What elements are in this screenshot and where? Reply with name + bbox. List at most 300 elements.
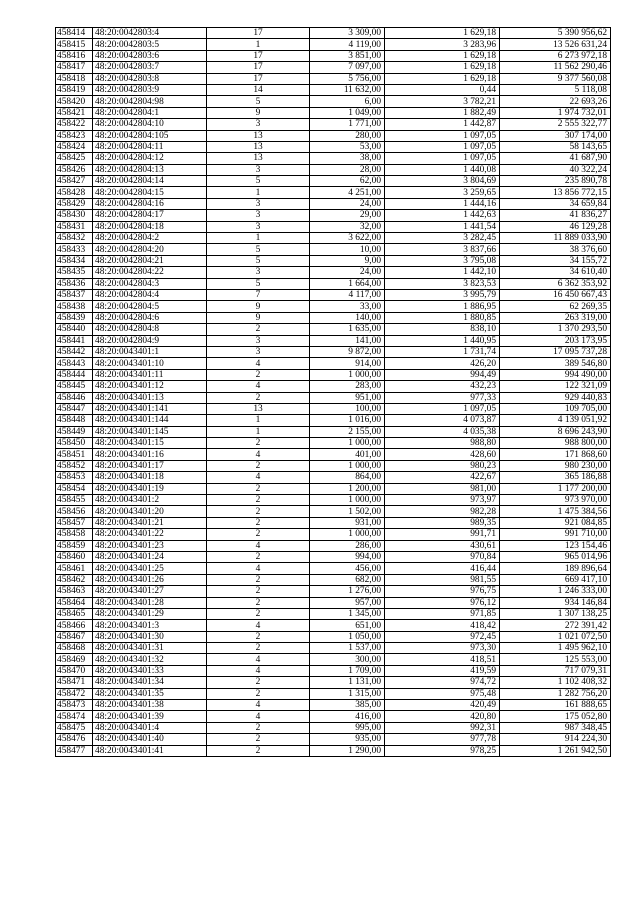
row-id-cell: 458437 [56,289,93,300]
cadastral-value-cell: 1 246 333,00 [500,586,611,597]
row-id-cell: 458447 [56,403,93,414]
area-cell: 4 117,00 [310,289,385,300]
table-row [56,574,611,585]
cadastral-value-cell: 38 376,60 [500,244,611,255]
cadastral-value-cell: 41 836,27 [500,210,611,221]
area-cell: 32,00 [310,221,385,232]
area-cell: 1 276,00 [310,586,385,597]
table-row [56,688,611,699]
cadastral-number-cell: 48:20:0042804:9 [93,335,207,346]
cadastral-number-cell: 48:20:0042803:8 [93,73,207,84]
table-row [56,597,611,608]
cadastral-value-cell: 272 391,42 [500,620,611,631]
table-row [56,483,611,494]
rate-cell: 1 629,18 [385,73,500,84]
row-id-cell: 458441 [56,335,93,346]
area-cell: 682,00 [310,574,385,585]
row-id-cell: 458469 [56,654,93,665]
area-cell: 1 709,00 [310,665,385,676]
area-cell: 283,00 [310,381,385,392]
cadastral-value-cell: 8 696 243,90 [500,426,611,437]
cadastral-number-cell: 48:20:0043401:2 [93,495,207,506]
category-cell: 13 [207,403,310,414]
rate-cell: 981,00 [385,483,500,494]
row-id-cell: 458477 [56,745,93,756]
row-id-cell: 458453 [56,472,93,483]
category-cell: 2 [207,643,310,654]
cadastral-number-cell: 48:20:0043401:25 [93,563,207,574]
cadastral-value-cell: 307 174,00 [500,130,611,141]
category-cell: 17 [207,62,310,73]
table-row [56,289,611,300]
area-cell: 1 664,00 [310,278,385,289]
row-id-cell: 458444 [56,369,93,380]
category-cell: 2 [207,529,310,540]
rate-cell: 1 882,49 [385,107,500,118]
area-cell: 1 502,00 [310,506,385,517]
cadastral-value-cell: 17 095 737,28 [500,346,611,357]
table-body [56,28,611,757]
row-id-cell: 458460 [56,551,93,562]
category-cell: 2 [207,574,310,585]
cadastral-value-cell: 365 186,88 [500,472,611,483]
area-cell: 24,00 [310,267,385,278]
category-cell: 2 [207,438,310,449]
area-cell: 1 315,00 [310,688,385,699]
row-id-cell: 458467 [56,631,93,642]
row-id-cell: 458476 [56,734,93,745]
cadastral-value-cell: 40 322,24 [500,164,611,175]
cadastral-value-cell: 34 659,84 [500,198,611,209]
cadastral-value-cell: 175 052,80 [500,711,611,722]
category-cell: 5 [207,255,310,266]
rate-cell: 977,78 [385,734,500,745]
category-cell: 9 [207,312,310,323]
rate-cell: 4 035,38 [385,426,500,437]
cadastral-value-cell: 62 269,35 [500,301,611,312]
cadastral-value-cell: 34 610,40 [500,267,611,278]
table-row [56,620,611,631]
table-row [56,301,611,312]
category-cell: 3 [207,210,310,221]
category-cell: 13 [207,153,310,164]
cadastral-number-cell: 48:20:0043401:11 [93,369,207,380]
area-cell: 1 345,00 [310,608,385,619]
cadastral-number-cell: 48:20:0043401:10 [93,358,207,369]
cadastral-value-cell: 1 021 072,50 [500,631,611,642]
rate-cell: 3 995,79 [385,289,500,300]
cadastral-number-cell: 48:20:0043401:28 [93,597,207,608]
area-cell: 401,00 [310,449,385,460]
cadastral-number-cell: 48:20:0043401:141 [93,403,207,414]
row-id-cell: 458452 [56,460,93,471]
row-id-cell: 458423 [56,130,93,141]
row-id-cell: 458428 [56,187,93,198]
area-cell: 914,00 [310,358,385,369]
category-cell: 2 [207,495,310,506]
row-id-cell: 458464 [56,597,93,608]
cadastral-value-cell: 669 417,10 [500,574,611,585]
cadastral-number-cell: 48:20:0043401:21 [93,517,207,528]
row-id-cell: 458459 [56,540,93,551]
table-row [56,255,611,266]
cadastral-number-cell: 48:20:0043401:27 [93,586,207,597]
rate-cell: 972,45 [385,631,500,642]
table-row [56,62,611,73]
area-cell: 416,00 [310,711,385,722]
table-row [56,381,611,392]
area-cell: 1 000,00 [310,369,385,380]
area-cell: 100,00 [310,403,385,414]
cadastral-value-cell: 1 177 200,00 [500,483,611,494]
table-row [56,335,611,346]
cadastral-value-cell: 4 139 051,92 [500,415,611,426]
row-id-cell: 458468 [56,643,93,654]
cadastral-number-cell: 48:20:0043401:16 [93,449,207,460]
table-row [56,39,611,50]
area-cell: 2 155,00 [310,426,385,437]
category-cell: 2 [207,734,310,745]
rate-cell: 426,20 [385,358,500,369]
table-row [56,643,611,654]
cadastral-value-cell: 34 155,72 [500,255,611,266]
table-row [56,50,611,61]
category-cell: 4 [207,381,310,392]
cadastral-value-cell: 122 321,09 [500,381,611,392]
area-cell: 1 131,00 [310,677,385,688]
area-cell: 28,00 [310,164,385,175]
row-id-cell: 458429 [56,198,93,209]
cadastral-value-cell: 171 868,60 [500,449,611,460]
row-id-cell: 458425 [56,153,93,164]
area-cell: 29,00 [310,210,385,221]
cadastral-value-cell: 263 319,00 [500,312,611,323]
rate-cell: 1 097,05 [385,153,500,164]
row-id-cell: 458450 [56,438,93,449]
cadastral-value-cell: 934 146,84 [500,597,611,608]
row-id-cell: 458419 [56,84,93,95]
cadastral-value-cell: 991 710,00 [500,529,611,540]
table-row [56,551,611,562]
category-cell: 3 [207,335,310,346]
rate-cell: 973,30 [385,643,500,654]
area-cell: 1 200,00 [310,483,385,494]
rate-cell: 976,75 [385,586,500,597]
table-row [56,164,611,175]
rate-cell: 428,60 [385,449,500,460]
category-cell: 14 [207,84,310,95]
category-cell: 3 [207,119,310,130]
cadastral-number-cell: 48:20:0042804:8 [93,324,207,335]
category-cell: 3 [207,267,310,278]
area-cell: 1 016,00 [310,415,385,426]
cadastral-number-cell: 48:20:0042803:5 [93,39,207,50]
row-id-cell: 458454 [56,483,93,494]
cadastral-value-cell: 921 084,85 [500,517,611,528]
cadastral-number-cell: 48:20:0042803:7 [93,62,207,73]
area-cell: 1 290,00 [310,745,385,756]
rate-cell: 971,85 [385,608,500,619]
cadastral-value-cell: 46 129,28 [500,221,611,232]
cadastral-value-cell: 1 974 732,01 [500,107,611,118]
table-row [56,415,611,426]
category-cell: 3 [207,198,310,209]
category-cell: 17 [207,28,310,39]
rate-cell: 838,10 [385,324,500,335]
category-cell: 2 [207,722,310,733]
row-id-cell: 458422 [56,119,93,130]
table-row [56,563,611,574]
area-cell: 11 632,00 [310,84,385,95]
category-cell: 4 [207,665,310,676]
area-cell: 951,00 [310,392,385,403]
table-row [56,324,611,335]
cadastral-number-cell: 48:20:0043401:20 [93,506,207,517]
category-cell: 5 [207,96,310,107]
category-cell: 13 [207,130,310,141]
cadastral-number-cell: 48:20:0042804:20 [93,244,207,255]
table-row [56,233,611,244]
table-row [56,529,611,540]
table-row [56,107,611,118]
category-cell: 7 [207,289,310,300]
cadastral-number-cell: 48:20:0042804:11 [93,141,207,152]
row-id-cell: 458438 [56,301,93,312]
cadastral-value-cell: 6 273 972,18 [500,50,611,61]
row-id-cell: 458435 [56,267,93,278]
category-cell: 2 [207,483,310,494]
row-id-cell: 458421 [56,107,93,118]
cadastral-value-cell: 2 555 322,77 [500,119,611,130]
cadastral-number-cell: 48:20:0042804:14 [93,176,207,187]
table-row [56,119,611,130]
row-id-cell: 458461 [56,563,93,574]
rate-cell: 419,59 [385,665,500,676]
cadastral-number-cell: 48:20:0043401:3 [93,620,207,631]
category-cell: 9 [207,301,310,312]
rate-cell: 992,31 [385,722,500,733]
row-id-cell: 458463 [56,586,93,597]
cadastral-value-cell: 1 102 408,32 [500,677,611,688]
cadastral-number-cell: 48:20:0042804:15 [93,187,207,198]
category-cell: 1 [207,187,310,198]
category-cell: 2 [207,369,310,380]
table-row [56,460,611,471]
rate-cell: 3 282,45 [385,233,500,244]
row-id-cell: 458451 [56,449,93,460]
category-cell: 2 [207,677,310,688]
cadastral-value-cell: 109 705,00 [500,403,611,414]
table-row [56,449,611,460]
row-id-cell: 458443 [56,358,93,369]
cadastral-value-cell: 987 348,45 [500,722,611,733]
table-row [56,745,611,756]
table-row [56,312,611,323]
category-cell: 2 [207,631,310,642]
table-row [56,608,611,619]
cadastral-value-cell: 203 173,95 [500,335,611,346]
rate-cell: 989,35 [385,517,500,528]
rate-cell: 976,12 [385,597,500,608]
cadastral-number-cell: 48:20:0042804:10 [93,119,207,130]
category-cell: 5 [207,278,310,289]
row-id-cell: 458417 [56,62,93,73]
rate-cell: 432,23 [385,381,500,392]
cadastral-value-cell: 5 390 956,62 [500,28,611,39]
table-row [56,403,611,414]
cadastral-number-cell: 48:20:0043401:19 [93,483,207,494]
table-row [56,221,611,232]
rate-cell: 1 441,54 [385,221,500,232]
cadastral-value-cell: 125 553,00 [500,654,611,665]
cadastral-number-cell: 48:20:0042804:1 [93,107,207,118]
area-cell: 385,00 [310,700,385,711]
area-cell: 1 000,00 [310,438,385,449]
category-cell: 4 [207,540,310,551]
rate-cell: 3 804,69 [385,176,500,187]
table-row [56,198,611,209]
rate-cell: 988,80 [385,438,500,449]
category-cell: 3 [207,346,310,357]
rate-cell: 3 259,65 [385,187,500,198]
row-id-cell: 458427 [56,176,93,187]
table-row [56,631,611,642]
cadastral-number-cell: 48:20:0043401:31 [93,643,207,654]
area-cell: 286,00 [310,540,385,551]
row-id-cell: 458449 [56,426,93,437]
row-id-cell: 458445 [56,381,93,392]
row-id-cell: 458474 [56,711,93,722]
cadastral-number-cell: 48:20:0042803:6 [93,50,207,61]
category-cell: 17 [207,73,310,84]
table-row [56,141,611,152]
row-id-cell: 458446 [56,392,93,403]
cadastral-number-cell: 48:20:0043401:29 [93,608,207,619]
table-row [56,517,611,528]
cadastral-value-table [55,27,611,757]
rate-cell: 1 097,05 [385,141,500,152]
table-row [56,665,611,676]
table-row [56,96,611,107]
area-cell: 53,00 [310,141,385,152]
area-cell: 62,00 [310,176,385,187]
table-row [56,700,611,711]
area-cell: 864,00 [310,472,385,483]
category-cell: 4 [207,700,310,711]
rate-cell: 991,71 [385,529,500,540]
category-cell: 4 [207,472,310,483]
category-cell: 2 [207,460,310,471]
cadastral-number-cell: 48:20:0043401:34 [93,677,207,688]
category-cell: 4 [207,620,310,631]
table-row [56,176,611,187]
rate-cell: 4 073,87 [385,415,500,426]
table-row [56,153,611,164]
rate-cell: 1 444,16 [385,198,500,209]
cadastral-number-cell: 48:20:0043401:24 [93,551,207,562]
table-row [56,426,611,437]
cadastral-number-cell: 48:20:0043401:4 [93,722,207,733]
rate-cell: 418,51 [385,654,500,665]
rate-cell: 1 442,63 [385,210,500,221]
category-cell: 5 [207,176,310,187]
rate-cell: 1 097,05 [385,130,500,141]
row-id-cell: 458436 [56,278,93,289]
category-cell: 2 [207,597,310,608]
row-id-cell: 458420 [56,96,93,107]
area-cell: 935,00 [310,734,385,745]
table-row [56,73,611,84]
area-cell: 5 756,00 [310,73,385,84]
cadastral-number-cell: 48:20:0043401:15 [93,438,207,449]
rate-cell: 977,33 [385,392,500,403]
rate-cell: 974,72 [385,677,500,688]
cadastral-number-cell: 48:20:0042804:4 [93,289,207,300]
row-id-cell: 458440 [56,324,93,335]
area-cell: 651,00 [310,620,385,631]
table-row [56,506,611,517]
rate-cell: 1 629,18 [385,28,500,39]
cadastral-value-cell: 973 970,00 [500,495,611,506]
table-row [56,369,611,380]
category-cell: 4 [207,358,310,369]
row-id-cell: 458442 [56,346,93,357]
rate-cell: 418,42 [385,620,500,631]
row-id-cell: 458456 [56,506,93,517]
category-cell: 4 [207,654,310,665]
cadastral-value-cell: 41 687,90 [500,153,611,164]
cadastral-value-cell: 988 800,00 [500,438,611,449]
cadastral-number-cell: 48:20:0043401:35 [93,688,207,699]
area-cell: 3 622,00 [310,233,385,244]
area-cell: 7 097,00 [310,62,385,73]
table-row [56,358,611,369]
cadastral-number-cell: 48:20:0043401:26 [93,574,207,585]
rate-cell: 1 731,74 [385,346,500,357]
area-cell: 6,00 [310,96,385,107]
cadastral-number-cell: 48:20:0042803:9 [93,84,207,95]
cadastral-number-cell: 48:20:0042804:3 [93,278,207,289]
cadastral-number-cell: 48:20:0042804:16 [93,198,207,209]
rate-cell: 1 886,95 [385,301,500,312]
area-cell: 24,00 [310,198,385,209]
rate-cell: 1 629,18 [385,50,500,61]
cadastral-value-cell: 9 377 560,08 [500,73,611,84]
category-cell: 4 [207,449,310,460]
cadastral-value-cell: 161 888,65 [500,700,611,711]
area-cell: 1 635,00 [310,324,385,335]
area-cell: 1 050,00 [310,631,385,642]
rate-cell: 422,67 [385,472,500,483]
cadastral-value-cell: 1 370 293,50 [500,324,611,335]
table-row [56,472,611,483]
cadastral-number-cell: 48:20:0043401:12 [93,381,207,392]
category-cell: 2 [207,517,310,528]
category-cell: 1 [207,233,310,244]
row-id-cell: 458415 [56,39,93,50]
category-cell: 9 [207,107,310,118]
cadastral-number-cell: 48:20:0043401:33 [93,665,207,676]
rate-cell: 1 440,95 [385,335,500,346]
cadastral-value-cell: 22 693,26 [500,96,611,107]
table-row [56,677,611,688]
category-cell: 2 [207,392,310,403]
rate-cell: 3 782,21 [385,96,500,107]
row-id-cell: 458465 [56,608,93,619]
row-id-cell: 458466 [56,620,93,631]
cadastral-value-cell: 980 230,00 [500,460,611,471]
row-id-cell: 458434 [56,255,93,266]
